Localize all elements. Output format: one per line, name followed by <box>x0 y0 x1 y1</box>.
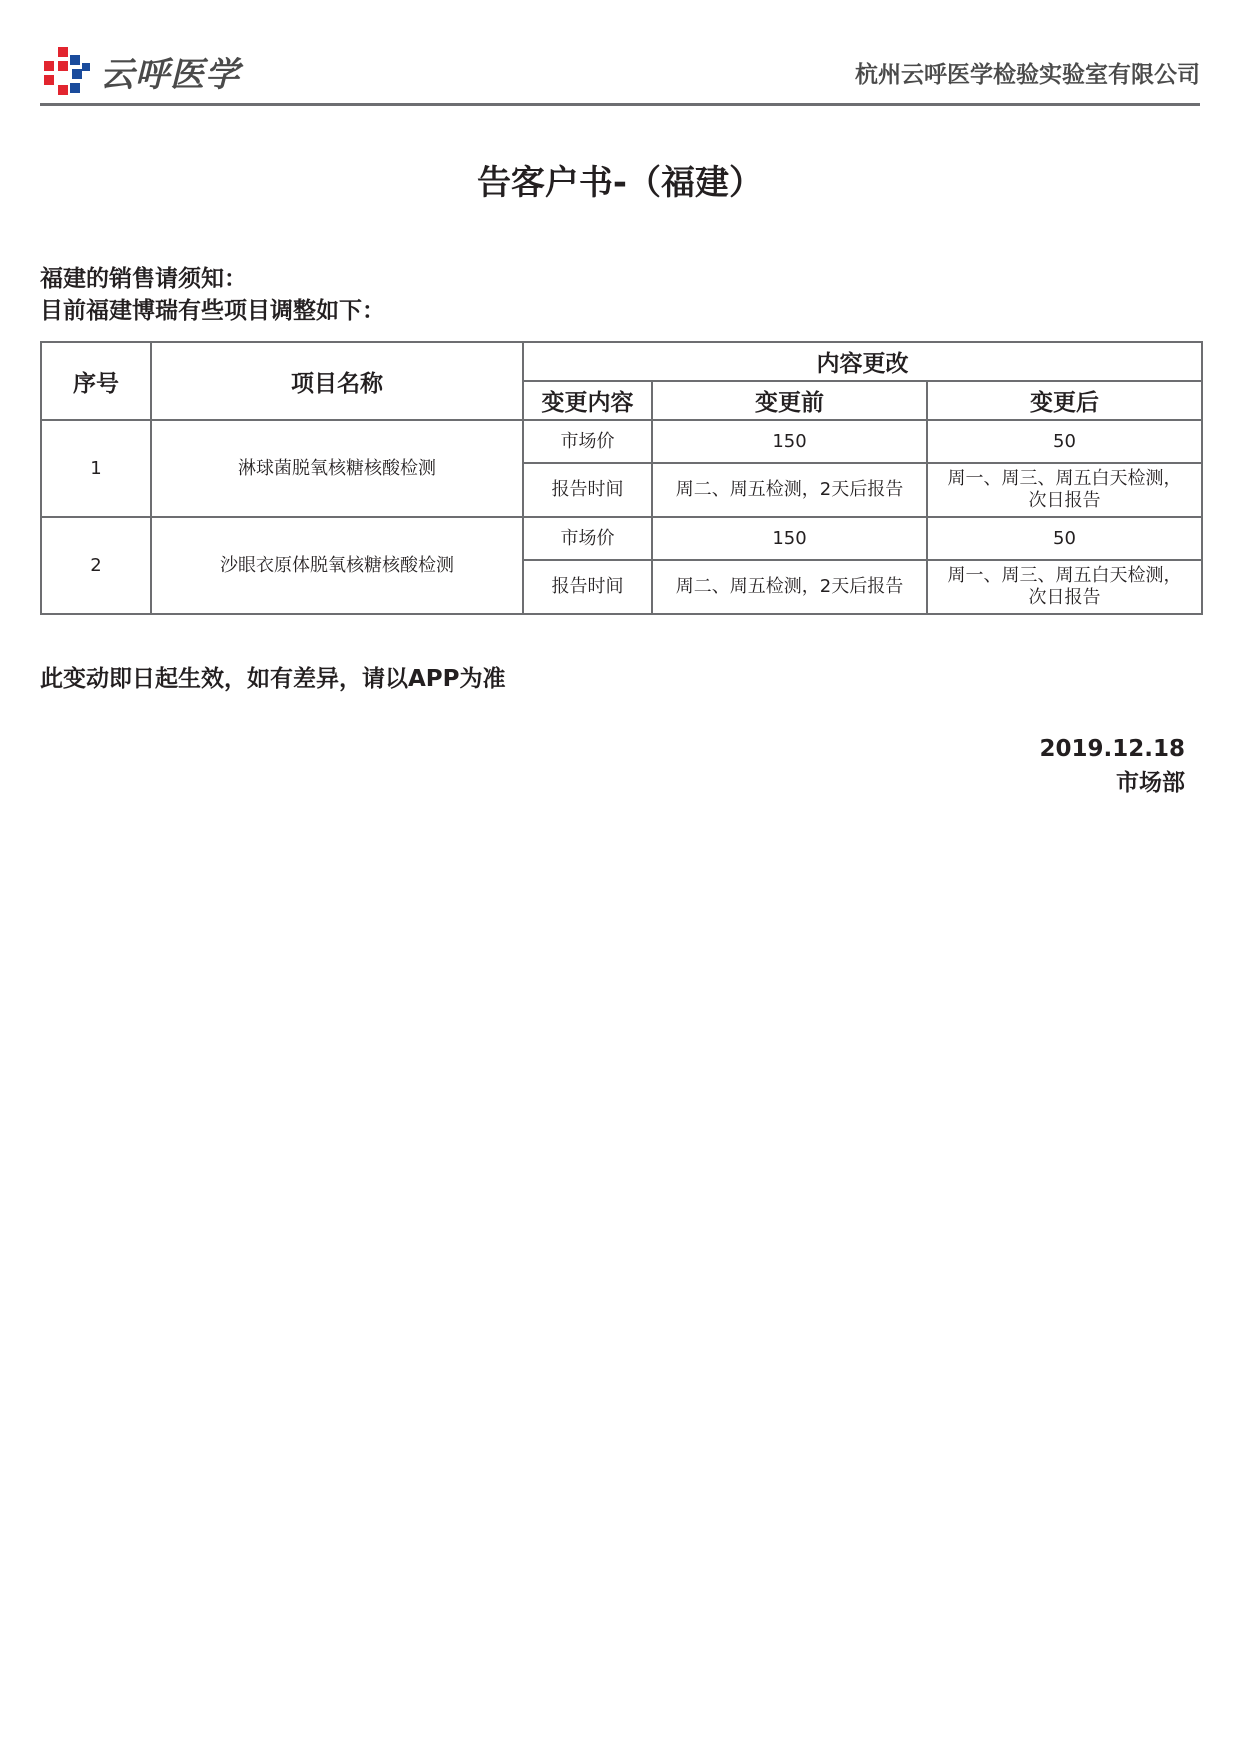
header-before: 变更前 <box>652 381 927 420</box>
row-before: 周二、周五检测，2天后报告 <box>652 463 927 517</box>
effective-note: 此变动即日起生效，如有差异，请以APP为准 <box>40 666 506 692</box>
table-row <box>41 420 1202 463</box>
medical-cross-icon <box>40 45 92 97</box>
company-logo <box>40 46 240 96</box>
header-change-group: 内容更改 <box>523 342 1202 381</box>
row-change-field: 市场价 <box>523 517 652 560</box>
intro-line-1: 福建的销售请须知： <box>40 266 247 292</box>
logo-text: 云呼医学 <box>100 54 240 95</box>
header-divider <box>40 103 1200 106</box>
issue-date: 2019.12.18 <box>1039 736 1185 762</box>
header-after: 变更后 <box>927 381 1202 420</box>
row-after-line-2: 次日报告 <box>1028 587 1101 608</box>
row-change-field: 报告时间 <box>523 560 652 614</box>
row-item-name: 沙眼衣原体脱氧核糖核酸检测 <box>151 517 523 614</box>
row-after: 50 <box>927 517 1202 560</box>
row-index: 2 <box>41 517 151 614</box>
row-after: 50 <box>927 420 1202 463</box>
row-after-line-1: 周一、周三、周五白天检测， <box>947 468 1182 489</box>
header-index: 序号 <box>41 342 151 420</box>
page-header <box>40 40 1200 104</box>
row-change-field: 市场价 <box>523 420 652 463</box>
row-item-name: 淋球菌脱氧核糖核酸检测 <box>151 420 523 517</box>
table-row <box>41 517 1202 560</box>
row-change-field: 报告时间 <box>523 463 652 517</box>
row-after <box>927 560 1202 614</box>
row-index: 1 <box>41 420 151 517</box>
row-after-line-1: 周一、周三、周五白天检测， <box>947 565 1182 586</box>
header-item-name: 项目名称 <box>151 342 523 420</box>
intro-text <box>40 263 385 327</box>
row-before: 周二、周五检测，2天后报告 <box>652 560 927 614</box>
signature-block <box>1039 732 1185 800</box>
header-change-field: 变更内容 <box>523 381 652 420</box>
intro-line-2: 目前福建博瑞有些项目调整如下： <box>40 298 385 324</box>
changes-table <box>40 341 1203 615</box>
table-header-row <box>41 342 1202 381</box>
row-after-line-2: 次日报告 <box>1028 490 1101 511</box>
row-before: 150 <box>652 420 927 463</box>
page-title: 告客户书-（福建） <box>476 163 764 203</box>
row-after <box>927 463 1202 517</box>
row-before: 150 <box>652 517 927 560</box>
company-name: 杭州云呼医学检验实验室有限公司 <box>855 62 1200 88</box>
department: 市场部 <box>1116 770 1185 796</box>
